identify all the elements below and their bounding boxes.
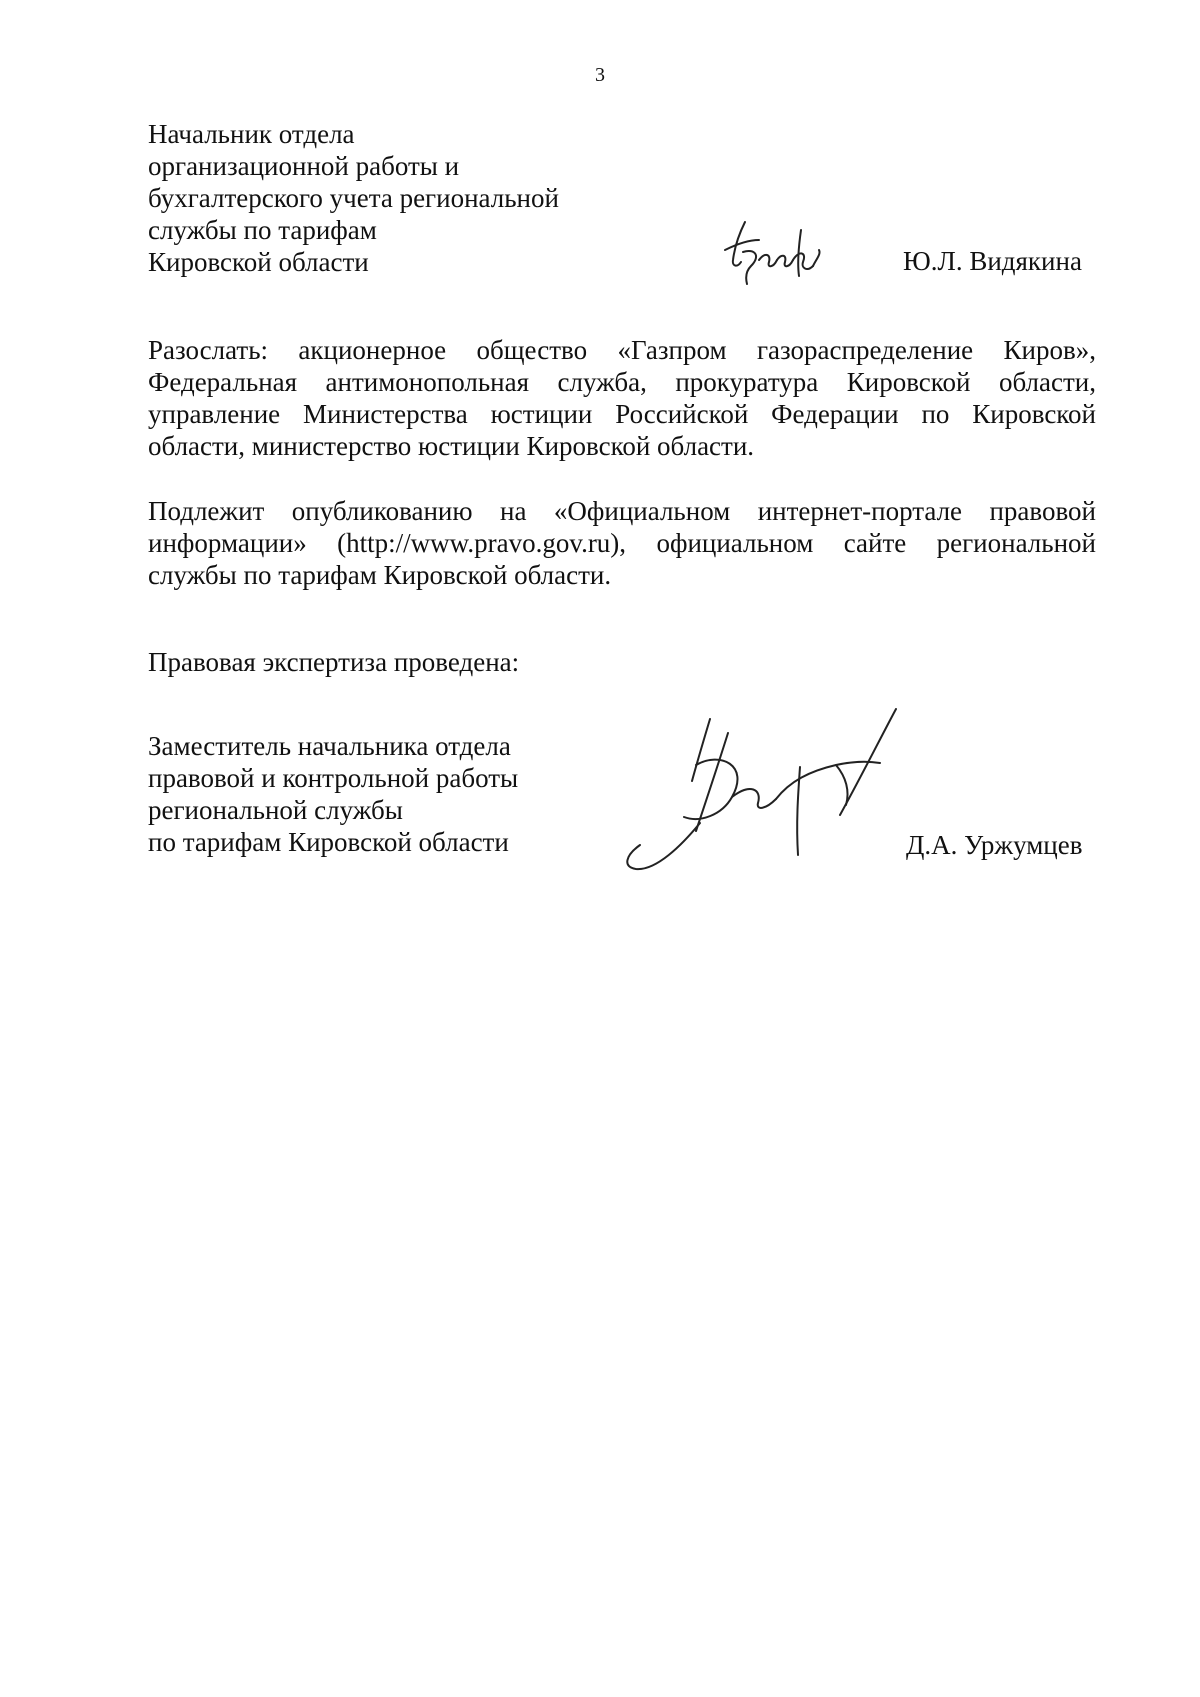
signature-1-image [715,210,835,300]
distribution-line: управление Министерства юстиции Российской Федерации по Кировской [148,399,1096,429]
signatory-2-position-line: правовой и контрольной работы [148,763,519,793]
publication-line: Подлежит опубликованию на «Официальном интернет-портале правовой [148,496,1096,526]
signature-2-image [600,705,920,875]
distribution-line: Федеральная антимонопольная служба, прокуратура Кировской области, [148,367,1096,397]
publication-line: службы по тарифам Кировской области. [148,560,612,590]
signatory-1-name: Ю.Л. Видякина [903,246,1082,276]
signatory-2-position-line: по тарифам Кировской области [148,827,509,857]
signatory-1-position-line: бухгалтерского учета региональной [148,183,559,213]
publication-line: информации» (http://www.pravo.gov.ru), официальном сайте региональной [148,528,1096,558]
signatory-2-position-line: региональной службы [148,795,403,825]
distribution-line: области, министерство юстиции Кировской области. [148,431,755,461]
signatory-1-position-line: организационной работы и [148,151,460,181]
signatory-1-position-line: Начальник отдела [148,119,355,149]
signatory-1-position-line: службы по тарифам [148,215,377,245]
signatory-1-position [148,118,559,278]
signatory-2-name: Д.А. Уржумцев [906,830,1083,860]
publication-paragraph [148,495,1096,591]
signatory-2-position-line: Заместитель начальника отдела [148,731,511,761]
distribution-paragraph [148,334,1096,462]
page-number: 3 [595,64,605,86]
signatory-1-position-line: Кировской области [148,247,369,277]
legal-review-label: Правовая экспертиза проведена: [148,647,520,677]
distribution-line: Разослать: акционерное общество «Газпром газораспределение Киров», [148,335,1096,365]
signatory-2-position [148,730,518,858]
